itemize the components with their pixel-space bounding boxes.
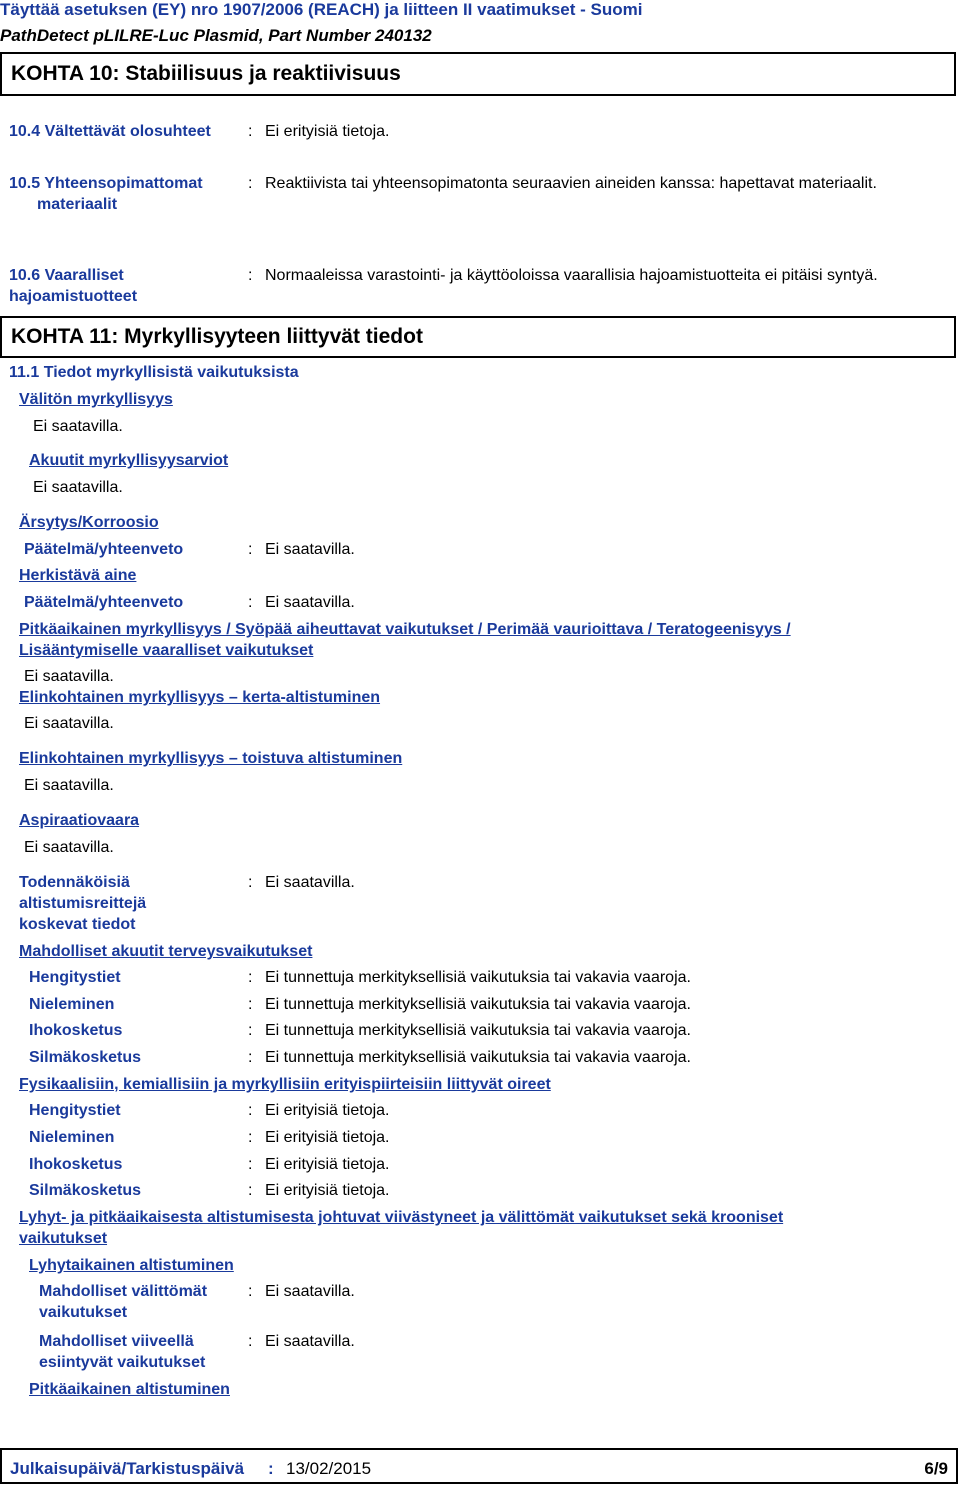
colon: : [248,969,253,986]
heading-short-term-exposure: Lyhytaikainen altistuminen [29,1257,234,1274]
value-acute-ingestion: Ei tunnettuja merkityksellisiä vaikutuksia tai vakavia vaaroja. [265,996,691,1013]
label-sensitizer-conclusion: Päätelmä/yhteenveto [24,594,184,611]
colon: : [248,267,253,284]
heading-aspiration: Aspiraatiovaara [19,812,140,829]
value-delayed-effects: Ei saatavilla. [265,1333,355,1350]
value-stot-repeated: Ei saatavilla. [24,777,114,794]
colon: : [248,594,253,611]
label-eye-contact: Silmäkosketus [29,1182,142,1199]
heading-potential-acute-effects: Mahdolliset akuutit terveysvaikutukset [19,943,313,960]
value-symptoms-eye: Ei erityisiä tietoja. [265,1182,390,1199]
label-immediate-effects-1: Mahdolliset välittömät [39,1283,208,1300]
page-footer [0,1448,958,1484]
heading-acute-toxicity: Välitön myrkyllisyys [19,391,173,408]
label-decomposition-2: hajoamistuotteet [9,288,138,305]
section-11-heading: KOHTA 11: Myrkyllisyyteen liittyvät tiedot [0,316,956,358]
colon: : [248,123,253,140]
label-incompatible-materials-1: 10.5 Yhteensopimattomat [9,175,203,192]
label-exposure-routes-2: altistumisreittejä [19,895,147,912]
label-irritation-conclusion: Päätelmä/yhteenveto [24,541,184,558]
heading-long-term-toxicity-1: Pitkäaikainen myrkyllisyys / Syöpää aiheuttavat vaikutukset / Perimää vaurioittava / Teratogeenisyys / [19,621,791,638]
colon: : [248,1182,253,1199]
value-immediate-effects: Ei saatavilla. [265,1283,355,1300]
label-delayed-effects-2: esiintyvät vaikutukset [39,1354,206,1371]
document-title: Täyttää asetuksen (EY) nro 1907/2006 (REACH) ja liitteen II vaatimukset - Suomi [0,0,643,19]
footer-colon: : [268,1459,274,1478]
value-aspiration: Ei saatavilla. [24,839,114,856]
colon: : [248,996,253,1013]
label-eye-contact: Silmäkosketus [29,1049,142,1066]
value-acute-estimates: Ei saatavilla. [33,479,123,496]
footer-date-label: Julkaisupäivä/Tarkistuspäivä [10,1459,245,1478]
label-skin-contact: Ihokosketus [29,1022,123,1039]
label-incompatible-materials-2: materiaalit [37,196,118,213]
label-decomposition-1: 10.6 Vaaralliset [9,267,124,284]
colon: : [248,1283,253,1300]
value-sensitizer-conclusion: Ei saatavilla. [265,594,355,611]
product-name: PathDetect pLILRE-Luc Plasmid, Part Number 240132 [0,26,432,45]
label-delayed-effects-1: Mahdolliset viiveellä [39,1333,194,1350]
heading-irritation: Ärsytys/Korroosio [19,514,159,531]
colon: : [248,1333,253,1350]
value-acute-toxicity: Ei saatavilla. [33,418,123,435]
label-immediate-effects-2: vaikutukset [39,1304,128,1321]
heading-stot-repeated: Elinkohtainen myrkyllisyys – toistuva altistuminen [19,750,403,767]
label-inhalation: Hengitystiet [29,969,121,986]
value-acute-inhalation: Ei tunnettuja merkityksellisiä vaikutuksia tai vakavia vaaroja. [265,969,691,986]
colon: : [248,1022,253,1039]
heading-symptoms: Fysikaalisiin, kemiallisiin ja myrkyllisiin erityispiirteisiin liittyvät oireet [19,1076,551,1093]
colon: : [248,1102,253,1119]
colon: : [248,1129,253,1146]
colon: : [248,541,253,558]
value-exposure-routes: Ei saatavilla. [265,874,355,891]
heading-delayed-effects-2: vaikutukset [19,1230,108,1247]
label-ingestion: Nieleminen [29,996,115,1013]
value-incompatible-materials: Reaktiivista tai yhteensopimatonta seuraavien aineiden kanssa: hapettavat materiaalit. [265,175,877,192]
heading-delayed-effects-1: Lyhyt- ja pitkäaikaisesta altistumisesta johtuvat viivästyneet ja välittömät vaikutukset sekä krooniset [19,1209,784,1226]
label-ingestion: Nieleminen [29,1129,115,1146]
label-exposure-routes-1: Todennäköisiä [19,874,130,891]
colon: : [248,1156,253,1173]
value-symptoms-ingestion: Ei erityisiä tietoja. [265,1129,390,1146]
value-symptoms-inhalation: Ei erityisiä tietoja. [265,1102,390,1119]
heading-acute-estimates: Akuutit myrkyllisyysarviot [29,452,229,469]
value-irritation-conclusion: Ei saatavilla. [265,541,355,558]
label-skin-contact: Ihokosketus [29,1156,123,1173]
colon: : [248,1049,253,1066]
value-long-term-toxicity: Ei saatavilla. [24,668,114,685]
value-decomposition: Normaaleissa varastointi- ja käyttöoloissa vaarallisia hajoamistuotteita ei pitäisi syntyä. [265,267,878,284]
heading-sensitizer: Herkistävä aine [19,567,137,584]
value-symptoms-skin: Ei erityisiä tietoja. [265,1156,390,1173]
heading-long-term-exposure: Pitkäaikainen altistuminen [29,1381,230,1398]
value-stot-single: Ei saatavilla. [24,715,114,732]
footer-date: 13/02/2015 [286,1459,372,1478]
value-acute-eye: Ei tunnettuja merkityksellisiä vaikutuksia tai vakavia vaaroja. [265,1049,691,1066]
label-conditions-to-avoid: 10.4 Vältettävät olosuhteet [9,123,211,140]
label-inhalation: Hengitystiet [29,1102,121,1119]
page-number: 6/9 [924,1459,948,1478]
heading-stot-single: Elinkohtainen myrkyllisyys – kerta-altistuminen [19,689,381,706]
colon: : [248,175,253,192]
section-10-heading: KOHTA 10: Stabiilisuus ja reaktiivisuus [0,52,956,96]
value-acute-skin: Ei tunnettuja merkityksellisiä vaikutuksia tai vakavia vaaroja. [265,1022,691,1039]
heading-long-term-toxicity-2: Lisääntymiselle vaaralliset vaikutukset [19,642,314,659]
colon: : [248,874,253,891]
value-conditions-to-avoid: Ei erityisiä tietoja. [265,123,390,140]
subsection-11-1: 11.1 Tiedot myrkyllisistä vaikutuksista [9,364,299,381]
label-exposure-routes-3: koskevat tiedot [19,916,136,933]
